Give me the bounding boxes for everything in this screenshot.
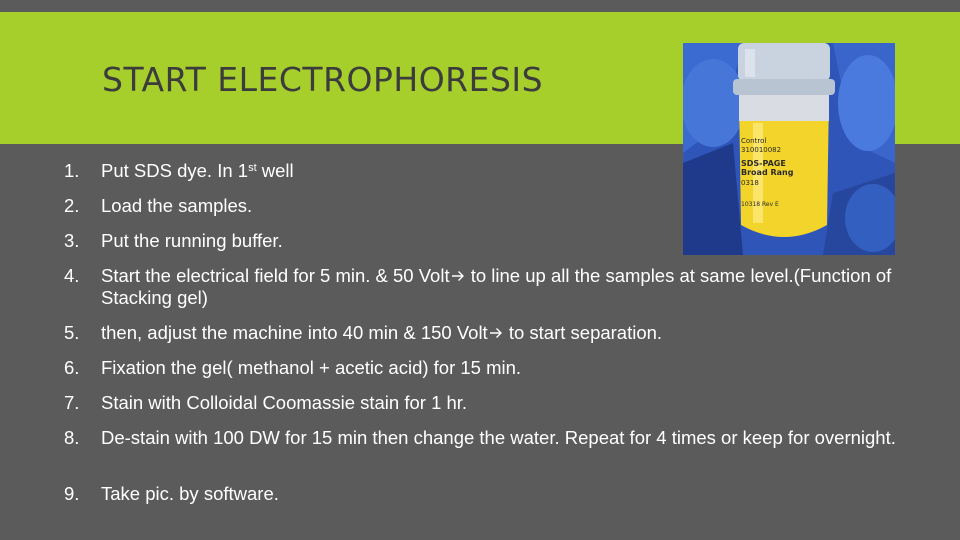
step-number: 5. [64, 322, 80, 343]
step-text-part: then, adjust the machine into 40 min & 150 Volt [101, 322, 488, 343]
step-text: Load the samples. [101, 195, 253, 216]
step-text [101, 160, 934, 182]
vial-label-line: 310010082 [741, 146, 782, 154]
step-text: Put the running buffer. [101, 230, 283, 251]
step-number: 9. [64, 483, 80, 504]
vial-label-line: Broad Rang [741, 168, 794, 177]
step-text [101, 265, 934, 309]
vial-label-line: Control [741, 137, 767, 145]
step-number: 7. [64, 392, 80, 413]
step-number: 1. [64, 160, 80, 181]
step-text: De-stain with 100 DW for 15 min then change the water. Repeat for 4 times or keep for overnight. [101, 427, 896, 448]
step-number: 4. [64, 265, 80, 286]
vial-label-line: 10318 Rev E [741, 201, 779, 208]
vial-label-line: SDS-PAGE [741, 159, 786, 168]
step-text-part: well [256, 160, 294, 181]
step-text-part: Start the electrical field for 5 min. & 50 Volt [101, 265, 450, 286]
right-arrow-icon [451, 270, 465, 282]
step-number: 2. [64, 195, 80, 216]
vial-label-line: 0318 [741, 179, 759, 187]
step-text [101, 322, 934, 344]
step-text-part: to start separation. [503, 322, 663, 343]
ordinal-superscript: st [248, 162, 257, 174]
step-text: Fixation the gel( methanol + acetic acid) for 15 min. [101, 357, 522, 378]
step-number: 8. [64, 427, 80, 448]
step-text-part: to line up all the samples at same level.(Function of Stacking gel) [101, 265, 892, 308]
step-number: 3. [64, 230, 80, 251]
right-arrow-icon [489, 327, 503, 339]
step-number: 6. [64, 357, 80, 378]
step-text: Stain with Colloidal Coomassie stain for 1 hr. [101, 392, 468, 413]
step-text-part: Put SDS dye. In 1 [101, 160, 249, 181]
slide-title: START ELECTROPHORESIS [102, 60, 544, 99]
step-text: Take pic. by software. [101, 483, 279, 504]
